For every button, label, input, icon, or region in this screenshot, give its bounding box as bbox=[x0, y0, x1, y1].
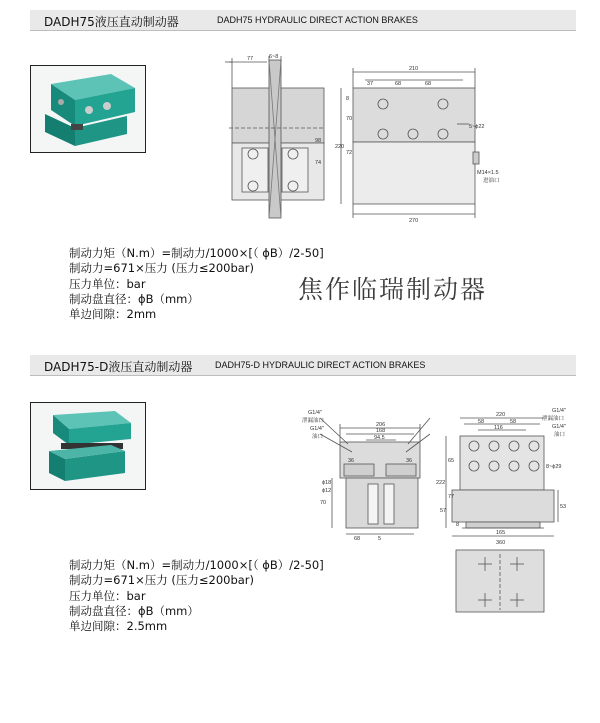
section1-formula-block bbox=[69, 246, 324, 322]
dim-bleed-a: 泄漏油口 bbox=[302, 418, 325, 424]
section1-formula-line: 制动盘直径：ϕB（mm） bbox=[69, 291, 199, 306]
section1-formula-line: 制动力=671×压力 (压力≤200bar) bbox=[69, 261, 255, 276]
section2-formula-line: 压力单位：bar bbox=[69, 588, 146, 603]
dim-77: 77 bbox=[448, 494, 455, 500]
section1-header bbox=[30, 10, 576, 31]
brake-photo-illustration bbox=[31, 403, 145, 489]
dim-74: 74 bbox=[315, 160, 322, 166]
dim-65: 65 bbox=[448, 458, 455, 464]
dim-5: 5 bbox=[378, 536, 382, 542]
dim-oil-b: 油口 bbox=[554, 432, 566, 438]
section2-formula-block bbox=[69, 558, 324, 634]
dim-8: 8 bbox=[456, 522, 460, 528]
section2-title-cn: DADH75-D液压直动制动器 bbox=[44, 360, 193, 374]
section1-formula-line: 制动力矩（N.m）=制动力/1000×[（ ϕB）/2-50] bbox=[69, 246, 324, 260]
dim-bleed-b: 泄漏油口 bbox=[542, 416, 565, 422]
section2-formula-line: 制动力矩（N.m）=制动力/1000×[（ ϕB）/2-50] bbox=[69, 558, 324, 572]
dim-70: 70 bbox=[320, 500, 327, 506]
dim-phi18: ϕ18 bbox=[322, 480, 332, 486]
brake-photo-illustration bbox=[31, 66, 145, 152]
dim-72: 72 bbox=[346, 150, 353, 156]
section2-title-en: DADH75-D HYDRAULIC DIRECT ACTION BRAKES bbox=[215, 360, 426, 370]
dim-210: 210 bbox=[409, 66, 419, 72]
dim-6-8: 6~8 bbox=[269, 54, 279, 60]
dim-port-cn: 进油口 bbox=[483, 178, 500, 184]
dim-220: 220 bbox=[496, 412, 506, 418]
dim-5-22: 5~ϕ22 bbox=[469, 124, 485, 130]
dim-70: 70 bbox=[346, 116, 353, 122]
dim-206: 206 bbox=[376, 422, 386, 428]
dim-68: 68 bbox=[354, 536, 361, 542]
dim-168: 168 bbox=[376, 428, 386, 434]
section2-product-photo bbox=[30, 402, 146, 490]
section1-product-photo bbox=[30, 65, 146, 153]
dim-77: 77 bbox=[247, 56, 254, 62]
section1-title-cn: DADH75液压直动制动器 bbox=[44, 15, 179, 29]
dim-116: 116 bbox=[494, 425, 503, 431]
dim-phi12: ϕ12 bbox=[322, 488, 332, 494]
dim-g14d: G1/4" bbox=[552, 424, 566, 430]
dim-37: 37 bbox=[367, 81, 374, 87]
section2-drawing bbox=[296, 404, 586, 624]
section1-formula-line: 压力单位：bar bbox=[69, 276, 146, 291]
section1-formula-line: 单边间隙：2mm bbox=[69, 307, 157, 322]
section2-header bbox=[30, 355, 576, 376]
section1-title-en: DADH75 HYDRAULIC DIRECT ACTION BRAKES bbox=[217, 15, 418, 25]
section2-formula-line: 制动盘直径：ϕB（mm） bbox=[69, 603, 199, 618]
brand-watermark: 焦作临瑞制动器 bbox=[298, 275, 488, 304]
dim-port: M14×1.5 bbox=[477, 170, 499, 176]
dim-36b: 36 bbox=[406, 458, 413, 464]
dim-68a: 68 bbox=[395, 81, 402, 87]
dim-8-29: 8~ϕ29 bbox=[546, 464, 562, 470]
dim-165: 165 bbox=[496, 530, 506, 536]
dim-98: 98 bbox=[315, 138, 322, 144]
dim-58a: 58 bbox=[478, 419, 485, 425]
section1-drawing bbox=[225, 52, 515, 227]
dim-222: 222 bbox=[436, 480, 446, 486]
dim-g14c: G1/4" bbox=[552, 408, 566, 414]
dim-g14a: G1/4" bbox=[308, 410, 322, 416]
dim-94-5: 94.5 bbox=[374, 435, 385, 441]
dim-58b: 58 bbox=[510, 419, 517, 425]
dim-oil-a: 油口 bbox=[312, 434, 324, 440]
dim-220: 220 bbox=[335, 144, 345, 150]
dim-g14b: G1/4" bbox=[310, 426, 324, 432]
dim-57: 57 bbox=[440, 508, 447, 514]
dim-68b: 68 bbox=[425, 81, 432, 87]
dim-36a: 36 bbox=[348, 458, 355, 464]
section2-formula-line: 制动力=671×压力 (压力≤200bar) bbox=[69, 573, 255, 588]
dim-360: 360 bbox=[496, 540, 506, 546]
dim-270: 270 bbox=[409, 218, 419, 224]
section2-formula-line: 单边间隙：2.5mm bbox=[69, 619, 168, 634]
dim-53: 53 bbox=[560, 504, 567, 510]
dim-8: 8 bbox=[346, 96, 350, 102]
